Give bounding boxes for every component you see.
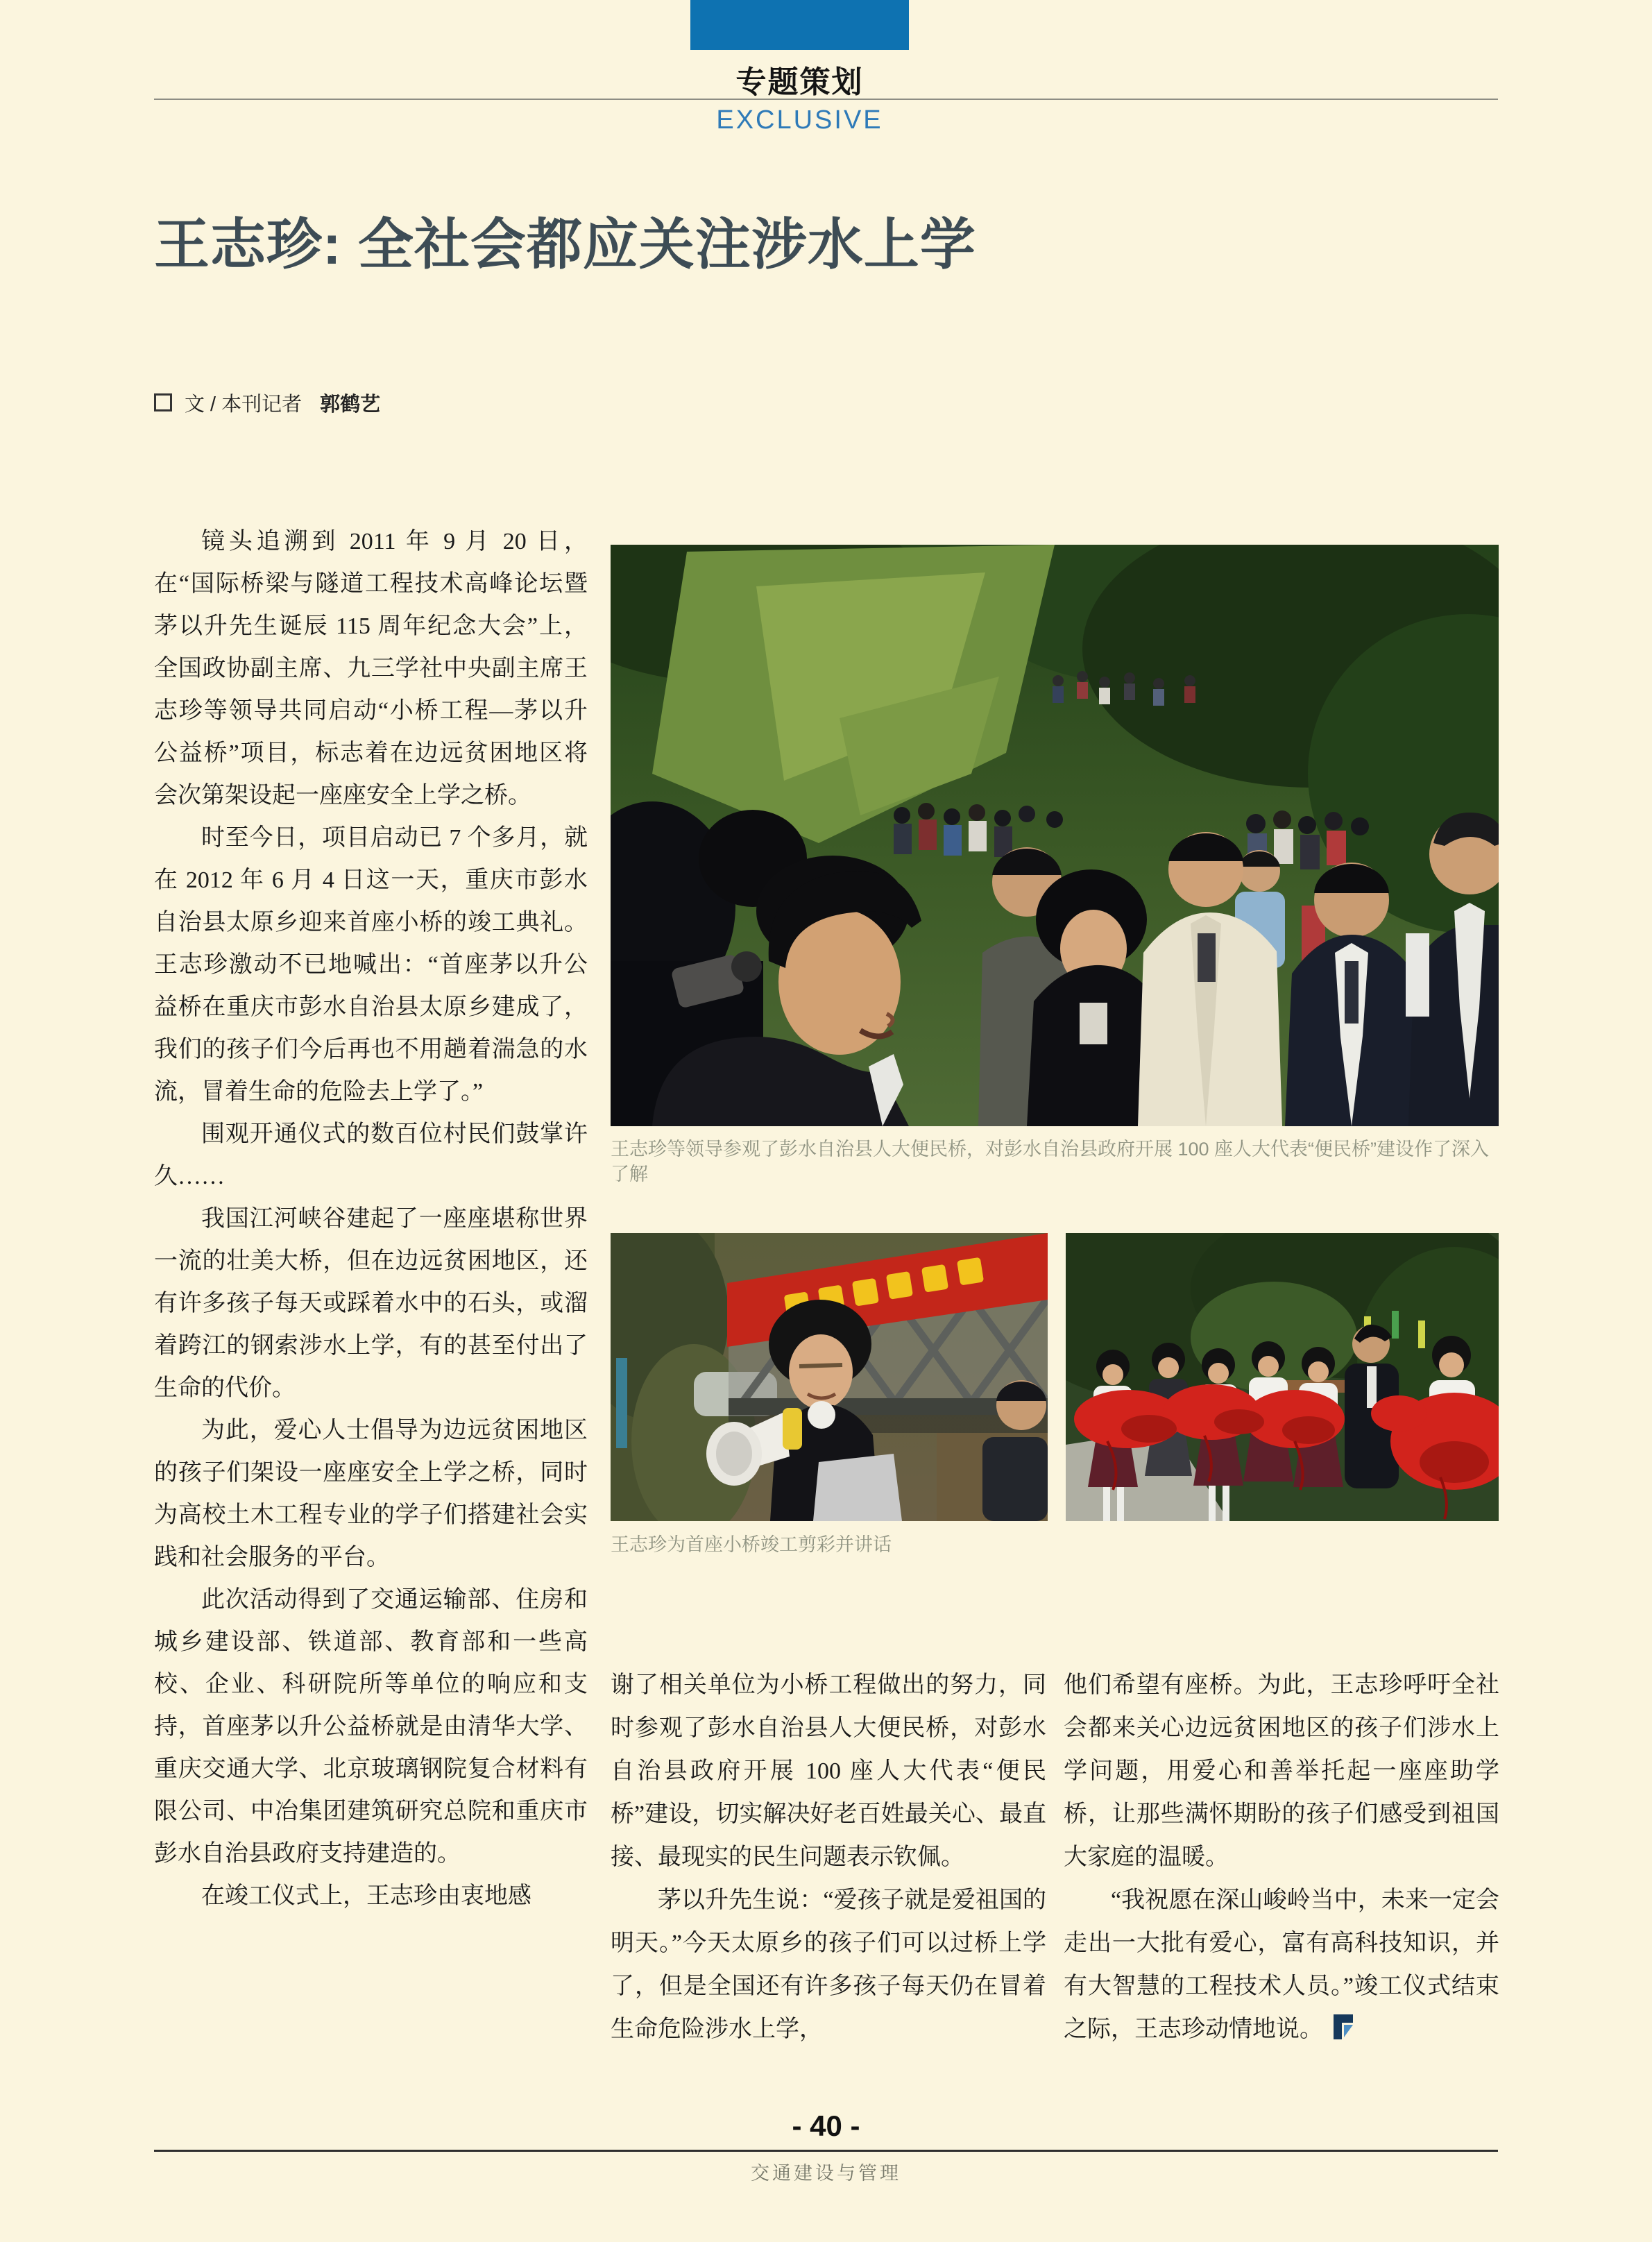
ribbon-photo-illustration xyxy=(1066,1233,1499,1521)
paragraph-text: “我祝愿在深山峻岭当中，未来一定会走出一大批有爱心，富有高科技知识，并有大智慧的工程技术人员。”竣工仪式结束之际，王志珍动情地说。 xyxy=(1064,1887,1499,2042)
main-photo-illustration xyxy=(611,545,1499,1126)
main-photo-caption: 王志珍等领导参观了彭水自治县人大便民桥，对彭水自治县政府开展 100 座人大代表“便民桥”建设作了深入了解 xyxy=(611,1139,1490,1184)
footer-rule xyxy=(154,2150,1498,2152)
paragraph: 为此，爱心人士倡导为边远贫困地区的孩子们架设一座座安全上学之桥，同时为高校土木工程专业的学子们搭建社会实践和社会服务的平台。 xyxy=(154,1418,588,1570)
middle-column xyxy=(611,1664,1046,2051)
left-column xyxy=(154,520,588,1917)
section-label-english: EXCLUSIVE xyxy=(716,105,883,135)
photo-megaphone-speech xyxy=(611,1233,1048,1521)
paragraph: 他们希望有座桥。为此，王志珍呼吁全社会都来关心边远贫困地区的孩子们涉水上学问题，用爱心和善举托起一座座助学桥，让那些满怀期盼的孩子们感受到祖国大家庭的温暖。 xyxy=(1064,1672,1499,1870)
small-photo-caption: 王志珍为首座小桥竣工剪彩并讲话 xyxy=(611,1534,892,1555)
photo-ribbon-ceremony xyxy=(1066,1233,1499,1521)
end-of-article-icon xyxy=(1331,2013,1355,2041)
page-title: 王志珍: 全社会都应关注涉水上学 xyxy=(154,214,976,275)
paragraph: 谢了相关单位为小桥工程做出的努力，同时参观了彭水自治县人大便民桥，对彭水自治县政府开展 100 座人大代表“便民桥”建设，切实解决好老百姓最关心、最直接、最现实的民生问题表示钦佩。 xyxy=(611,1672,1046,1870)
header-accent-bar xyxy=(690,0,909,50)
byline-author: 郭鹤艺 xyxy=(320,393,381,416)
byline-square-icon xyxy=(154,393,172,411)
right-column xyxy=(1064,1664,1499,2051)
paragraph: 时至今日，项目启动已 7 个多月，就在 2012 年 6 月 4 日这一天，重庆市彭水自治县太原乡迎来首座小桥的竣工典礼。王志珍激动不已地喊出：“首座茅以升公益桥在重庆市彭水自治县太原乡建成了，我们的孩子们今后再也不用趟着湍急的水流，冒着生命的危险去上学了。” xyxy=(154,825,588,1105)
megaphone-photo-illustration xyxy=(611,1233,1048,1521)
journal-name: 交通建设与管理 xyxy=(751,2163,901,2184)
byline xyxy=(154,389,987,417)
byline-prefix: 文 / 本刊记者 xyxy=(185,393,303,416)
paragraph: 我国江河峡谷建起了一座座堪称世界一流的壮美大桥，但在边远贫困地区，还有许多孩子每天或踩着水中的石头，或溜着跨江的钢索涉水上学，有的甚至付出了生命的代价。 xyxy=(154,1206,588,1401)
paragraph: 此次活动得到了交通运输部、住房和城乡建设部、铁道部、教育部和一些高校、企业、科研院所等单位的响应和支持，首座茅以升公益桥就是由清华大学、重庆交通大学、北京玻璃钢院复合材料有限公司、中冶集团建筑研究总院和重庆市彭水自治县政府支持建造的。 xyxy=(154,1587,588,1867)
paragraph: 茅以升先生说：“爱孩子就是爱祖国的明天。”今天太原乡的孩子们可以过桥上学了，但是全国还有许多孩子每天仍在冒着生命危险涉水上学， xyxy=(611,1887,1046,2042)
header-rule xyxy=(154,99,1498,100)
paragraph: 镜头追溯到 2011 年 9 月 20 日，在“国际桥梁与隧道工程技术高峰论坛暨茅以升先生诞辰 115 周年纪念大会”上，全国政协副主席、九三学社中央副主席王志珍等领导共同启动“小桥工程—茅以升公益桥”项目，标志着在边远贫困地区将会次第架设起一座座安全上学之桥。 xyxy=(154,529,588,808)
paragraph: 围观开通仪式的数百位村民们鼓掌许久…… xyxy=(154,1121,588,1189)
paragraph: 在竣工仪式上，王志珍由衷地感 xyxy=(201,1883,531,1909)
section-label: 专题策划 xyxy=(735,65,864,99)
paragraph xyxy=(1064,1879,1499,2051)
main-photo-officials-visit xyxy=(611,545,1499,1126)
page-number: - 40 - xyxy=(792,2109,860,2142)
